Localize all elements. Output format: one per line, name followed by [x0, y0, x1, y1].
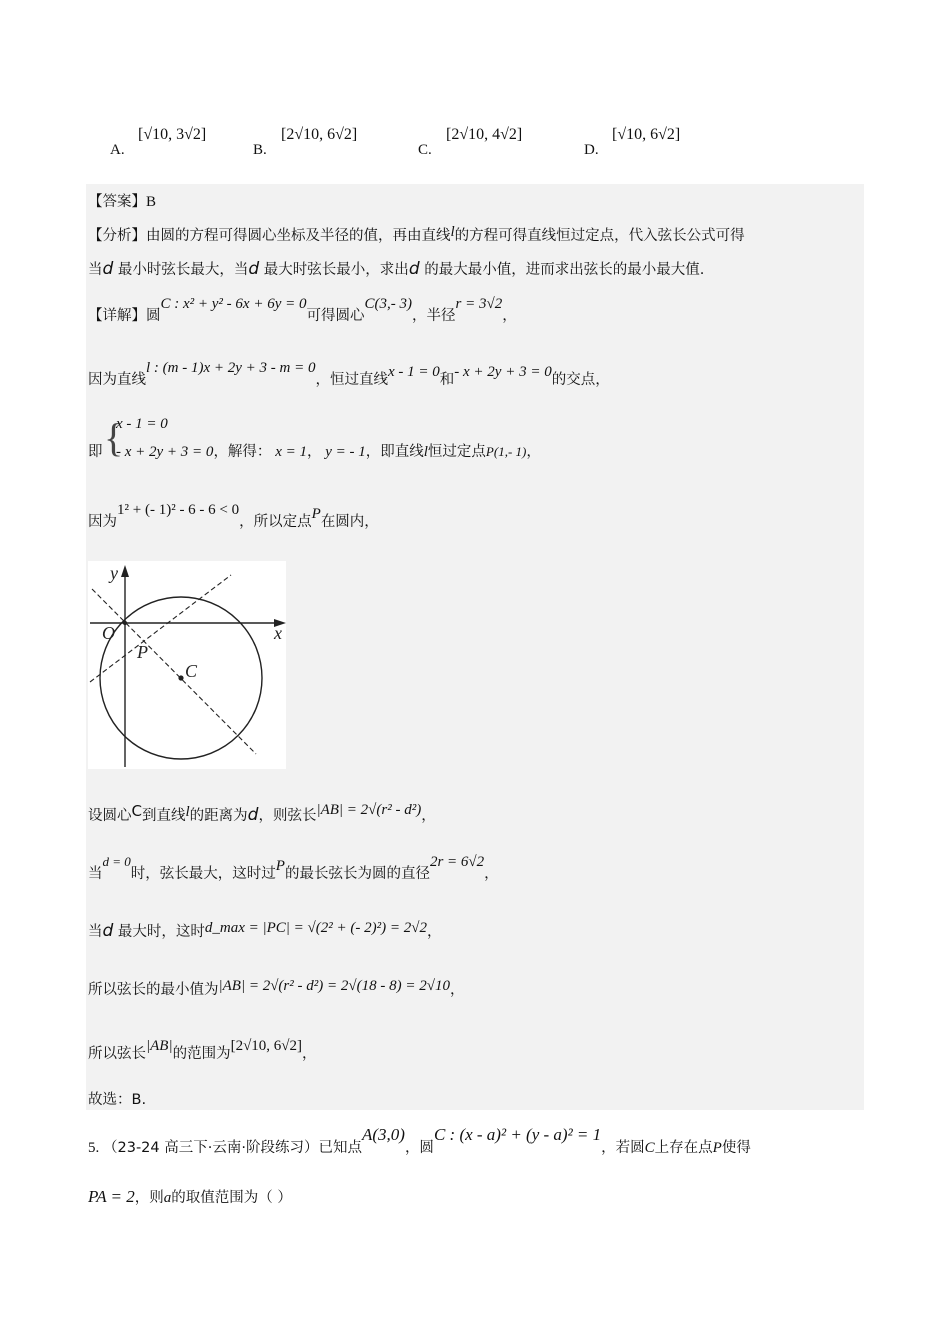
math: P(1,- 1): [485, 444, 527, 459]
question-source: （23-24 高三下·云南·阶段练习）: [103, 1140, 319, 1156]
detail-line-4: [88, 502, 379, 531]
y-arrow-icon: [121, 565, 129, 577]
math: r = 3√2: [455, 296, 503, 312]
math: C : x² + y² - 6x + 6y = 0: [160, 296, 307, 312]
text: 最大时弦长最小，求出: [259, 262, 409, 278]
question-5-line-2: [88, 1186, 292, 1207]
text: ，: [306, 444, 322, 460]
math: C(3,- 3): [364, 296, 412, 312]
question-5-line-1: [88, 1125, 751, 1157]
math: d: [248, 259, 260, 279]
label-c: C: [185, 661, 198, 681]
analysis-line-2: [88, 258, 704, 279]
math: 2r = 6√2: [429, 854, 485, 870]
text: 的交点，: [551, 372, 610, 388]
text: ，若圆: [601, 1140, 645, 1156]
detail-line-3: [88, 410, 688, 470]
math: C: [131, 802, 142, 820]
answer-tag: 【答案】: [88, 194, 146, 210]
text: 恒过定点: [427, 444, 486, 460]
text: ，则: [134, 1190, 164, 1206]
label-o: O: [102, 623, 115, 643]
math: d = 0: [102, 854, 131, 869]
math: P: [275, 858, 285, 874]
text: 最小时弦长最大，当: [113, 262, 249, 278]
math: x - 1 = 0: [388, 364, 440, 380]
text: 因为: [88, 514, 117, 530]
math: y = - 1: [325, 444, 366, 460]
analysis-tag: 【分析】: [88, 228, 146, 244]
detail-line-9: [88, 1038, 317, 1063]
option-value: [2√10, 4√2]: [446, 126, 523, 143]
text: 使得: [721, 1140, 751, 1156]
math: A(3,0): [361, 1125, 405, 1144]
text: 已知点: [318, 1140, 362, 1156]
math: - x + 2y + 3 = 0: [454, 364, 552, 380]
math: PA = 2: [88, 1187, 135, 1206]
text: 在圆内，: [320, 514, 379, 530]
math: 1² + (- 1)² - 6 - 6 < 0: [117, 502, 240, 518]
label-y: y: [110, 563, 118, 583]
math: d: [102, 259, 114, 279]
text: 的范围为: [172, 1046, 231, 1062]
text: ，: [484, 866, 499, 882]
text: ，解得：: [213, 444, 272, 460]
text: 当: [88, 866, 103, 882]
math: l : (m - 1)x + 2y + 3 - m = 0: [146, 360, 316, 376]
text: 所以弦长: [88, 1046, 146, 1062]
math: C : (x - a)² + (y - a)² = 1: [433, 1125, 602, 1144]
text: ，圆: [404, 1140, 434, 1156]
circle-figure: [88, 561, 286, 769]
text: 时，弦长最大，这时过: [130, 866, 276, 882]
math: l: [450, 224, 455, 240]
detail-line-7: [88, 920, 441, 941]
math: a: [163, 1190, 172, 1206]
text: 最大时，这时: [113, 924, 205, 940]
text: 和: [439, 372, 455, 388]
detail-tag: 【详解】: [88, 308, 146, 324]
detail-line-6: [88, 854, 499, 883]
text: 由圆的方程可得圆心坐标及半径的值，再由直线: [146, 228, 451, 244]
math: d_max = |PC| = √(2² + (- 2)²) = 2√2: [204, 920, 427, 936]
math: C: [644, 1140, 655, 1156]
answer-line: [88, 190, 156, 211]
text: ，恒过直线: [315, 372, 388, 388]
text: 的方程可得直线恒过定点，代入弦长公式可得: [454, 228, 745, 244]
option-label: C.: [418, 142, 432, 158]
text: ，: [502, 308, 517, 324]
math: d: [408, 259, 420, 279]
text: ，: [449, 982, 465, 998]
answer-value: B: [146, 194, 157, 210]
brace-icon: {: [104, 415, 124, 460]
math: l: [185, 804, 190, 820]
detail-line-5: [88, 804, 436, 825]
math: [2√10, 6√2]: [230, 1038, 303, 1054]
label-p: P: [137, 642, 148, 662]
solution-panel: [86, 184, 864, 1110]
geometry-diagram: [88, 561, 286, 769]
text: 的距离为: [189, 808, 248, 824]
text: ，: [426, 924, 442, 940]
text: 故选：B.: [88, 1092, 147, 1108]
detail-line-1: [88, 296, 517, 325]
math: x - 1 = 0: [116, 416, 168, 432]
text: 因为直线: [88, 372, 146, 388]
question-number: 5.: [88, 1140, 100, 1156]
math: d: [102, 921, 114, 941]
option-value: [√10, 6√2]: [612, 126, 681, 143]
text: 可得圆心: [306, 308, 365, 324]
detail-line-2: [88, 360, 610, 389]
text: 上存在点: [654, 1140, 713, 1156]
label-x: x: [274, 623, 282, 643]
math: P: [712, 1140, 722, 1156]
math: |AB| = 2√(r² - d²): [316, 802, 422, 818]
math: d: [247, 805, 259, 825]
text: ，半径: [412, 308, 456, 324]
text: ，所以定点: [239, 514, 312, 530]
analysis-line-1: [88, 224, 745, 245]
text: 的最长弦长为圆的直径: [284, 866, 430, 882]
text: 当: [88, 262, 103, 278]
math: x = 1: [275, 444, 307, 460]
text: ，: [526, 444, 541, 460]
text: 当: [88, 924, 103, 940]
option-value: [√10, 3√2]: [138, 126, 207, 143]
option-value: [2√10, 6√2]: [281, 126, 358, 143]
option-label: A.: [110, 142, 125, 158]
text: 所以弦长的最小值为: [88, 982, 219, 998]
text: 设圆心: [88, 808, 132, 824]
math: |AB| = 2√(r² - d²) = 2√(18 - 8) = 2√10: [218, 978, 450, 994]
text: ，: [421, 808, 436, 824]
text: 即: [88, 444, 103, 460]
detail-line-8: [88, 978, 464, 999]
text: ，: [302, 1046, 317, 1062]
math: l: [423, 444, 428, 460]
math: P: [311, 506, 321, 522]
option-label: D.: [584, 142, 599, 158]
answer-options: [110, 122, 810, 162]
text: ，则弦长: [258, 808, 317, 824]
text: 到直线: [141, 808, 186, 824]
text: ，即直线: [365, 444, 424, 460]
option-label: B.: [253, 142, 267, 158]
text: 圆: [146, 308, 161, 324]
final-choice: [88, 1088, 146, 1109]
text: 的最大最小值，进而求出弦长的最小最大值.: [419, 262, 705, 278]
text: 的取值范围为（ ）: [171, 1190, 292, 1206]
math: |AB|: [146, 1038, 173, 1054]
math: - x + 2y + 3 = 0: [116, 444, 214, 460]
